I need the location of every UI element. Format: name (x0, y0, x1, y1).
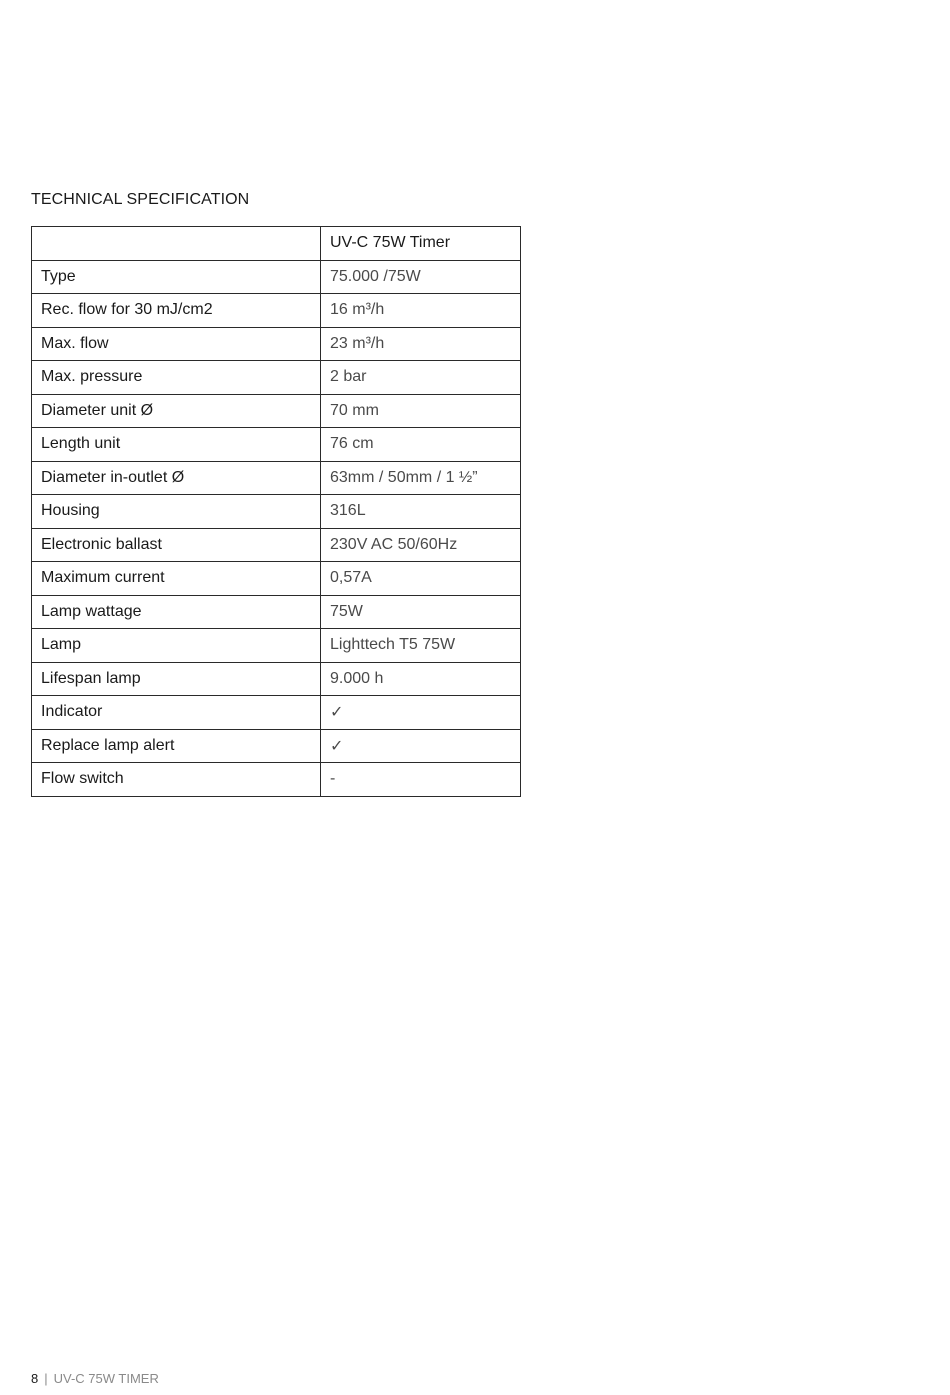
row-label: Lamp wattage (32, 595, 321, 629)
row-value: 23 m³/h (321, 327, 521, 361)
row-value: 76 cm (321, 428, 521, 462)
page-footer (31, 1371, 159, 1386)
row-value: 63mm / 50mm / 1 ½” (321, 461, 521, 495)
check-icon: ✓ (321, 729, 521, 763)
footer-separator: | (44, 1371, 48, 1386)
row-label: Diameter unit Ø (32, 394, 321, 428)
spec-table (31, 226, 521, 797)
table-row (32, 662, 521, 696)
row-label: Lifespan lamp (32, 662, 321, 696)
table-row (32, 461, 521, 495)
row-value: 75W (321, 595, 521, 629)
section-title: TECHNICAL SPECIFICATION (31, 191, 250, 208)
table-row (32, 294, 521, 328)
table-row (32, 361, 521, 395)
row-value: 16 m³/h (321, 294, 521, 328)
page-number: 8 (31, 1371, 39, 1386)
row-value: 70 mm (321, 394, 521, 428)
row-value: 2 bar (321, 361, 521, 395)
row-label: Max. flow (32, 327, 321, 361)
table-row (32, 729, 521, 763)
table-row (32, 428, 521, 462)
row-value: 9.000 h (321, 662, 521, 696)
table-row (32, 260, 521, 294)
row-label: Replace lamp alert (32, 729, 321, 763)
row-label: Diameter in-outlet Ø (32, 461, 321, 495)
table-row (32, 696, 521, 730)
row-label: Type (32, 260, 321, 294)
row-label: Flow switch (32, 763, 321, 797)
row-value: 0,57A (321, 562, 521, 596)
table-row (32, 629, 521, 663)
row-label: Housing (32, 495, 321, 529)
header-value-cell: UV-C 75W Timer (321, 227, 521, 261)
table-row (32, 394, 521, 428)
row-label: Indicator (32, 696, 321, 730)
row-label: Length unit (32, 428, 321, 462)
row-value: - (321, 763, 521, 797)
row-label: Maximum current (32, 562, 321, 596)
header-label-cell (32, 227, 321, 261)
check-icon: ✓ (321, 696, 521, 730)
row-label: Electronic ballast (32, 528, 321, 562)
row-label: Rec. flow for 30 mJ/cm2 (32, 294, 321, 328)
row-value: 316L (321, 495, 521, 529)
table-row (32, 595, 521, 629)
row-value: Lighttech T5 75W (321, 629, 521, 663)
table-row (32, 763, 521, 797)
footer-title: UV-C 75W TIMER (53, 1371, 159, 1386)
row-value: 75.000 /75W (321, 260, 521, 294)
row-value: 230V AC 50/60Hz (321, 528, 521, 562)
table-row (32, 327, 521, 361)
row-label: Lamp (32, 629, 321, 663)
table-row (32, 495, 521, 529)
row-label: Max. pressure (32, 361, 321, 395)
table-row (32, 562, 521, 596)
table-header-row (32, 227, 521, 261)
table-row (32, 528, 521, 562)
